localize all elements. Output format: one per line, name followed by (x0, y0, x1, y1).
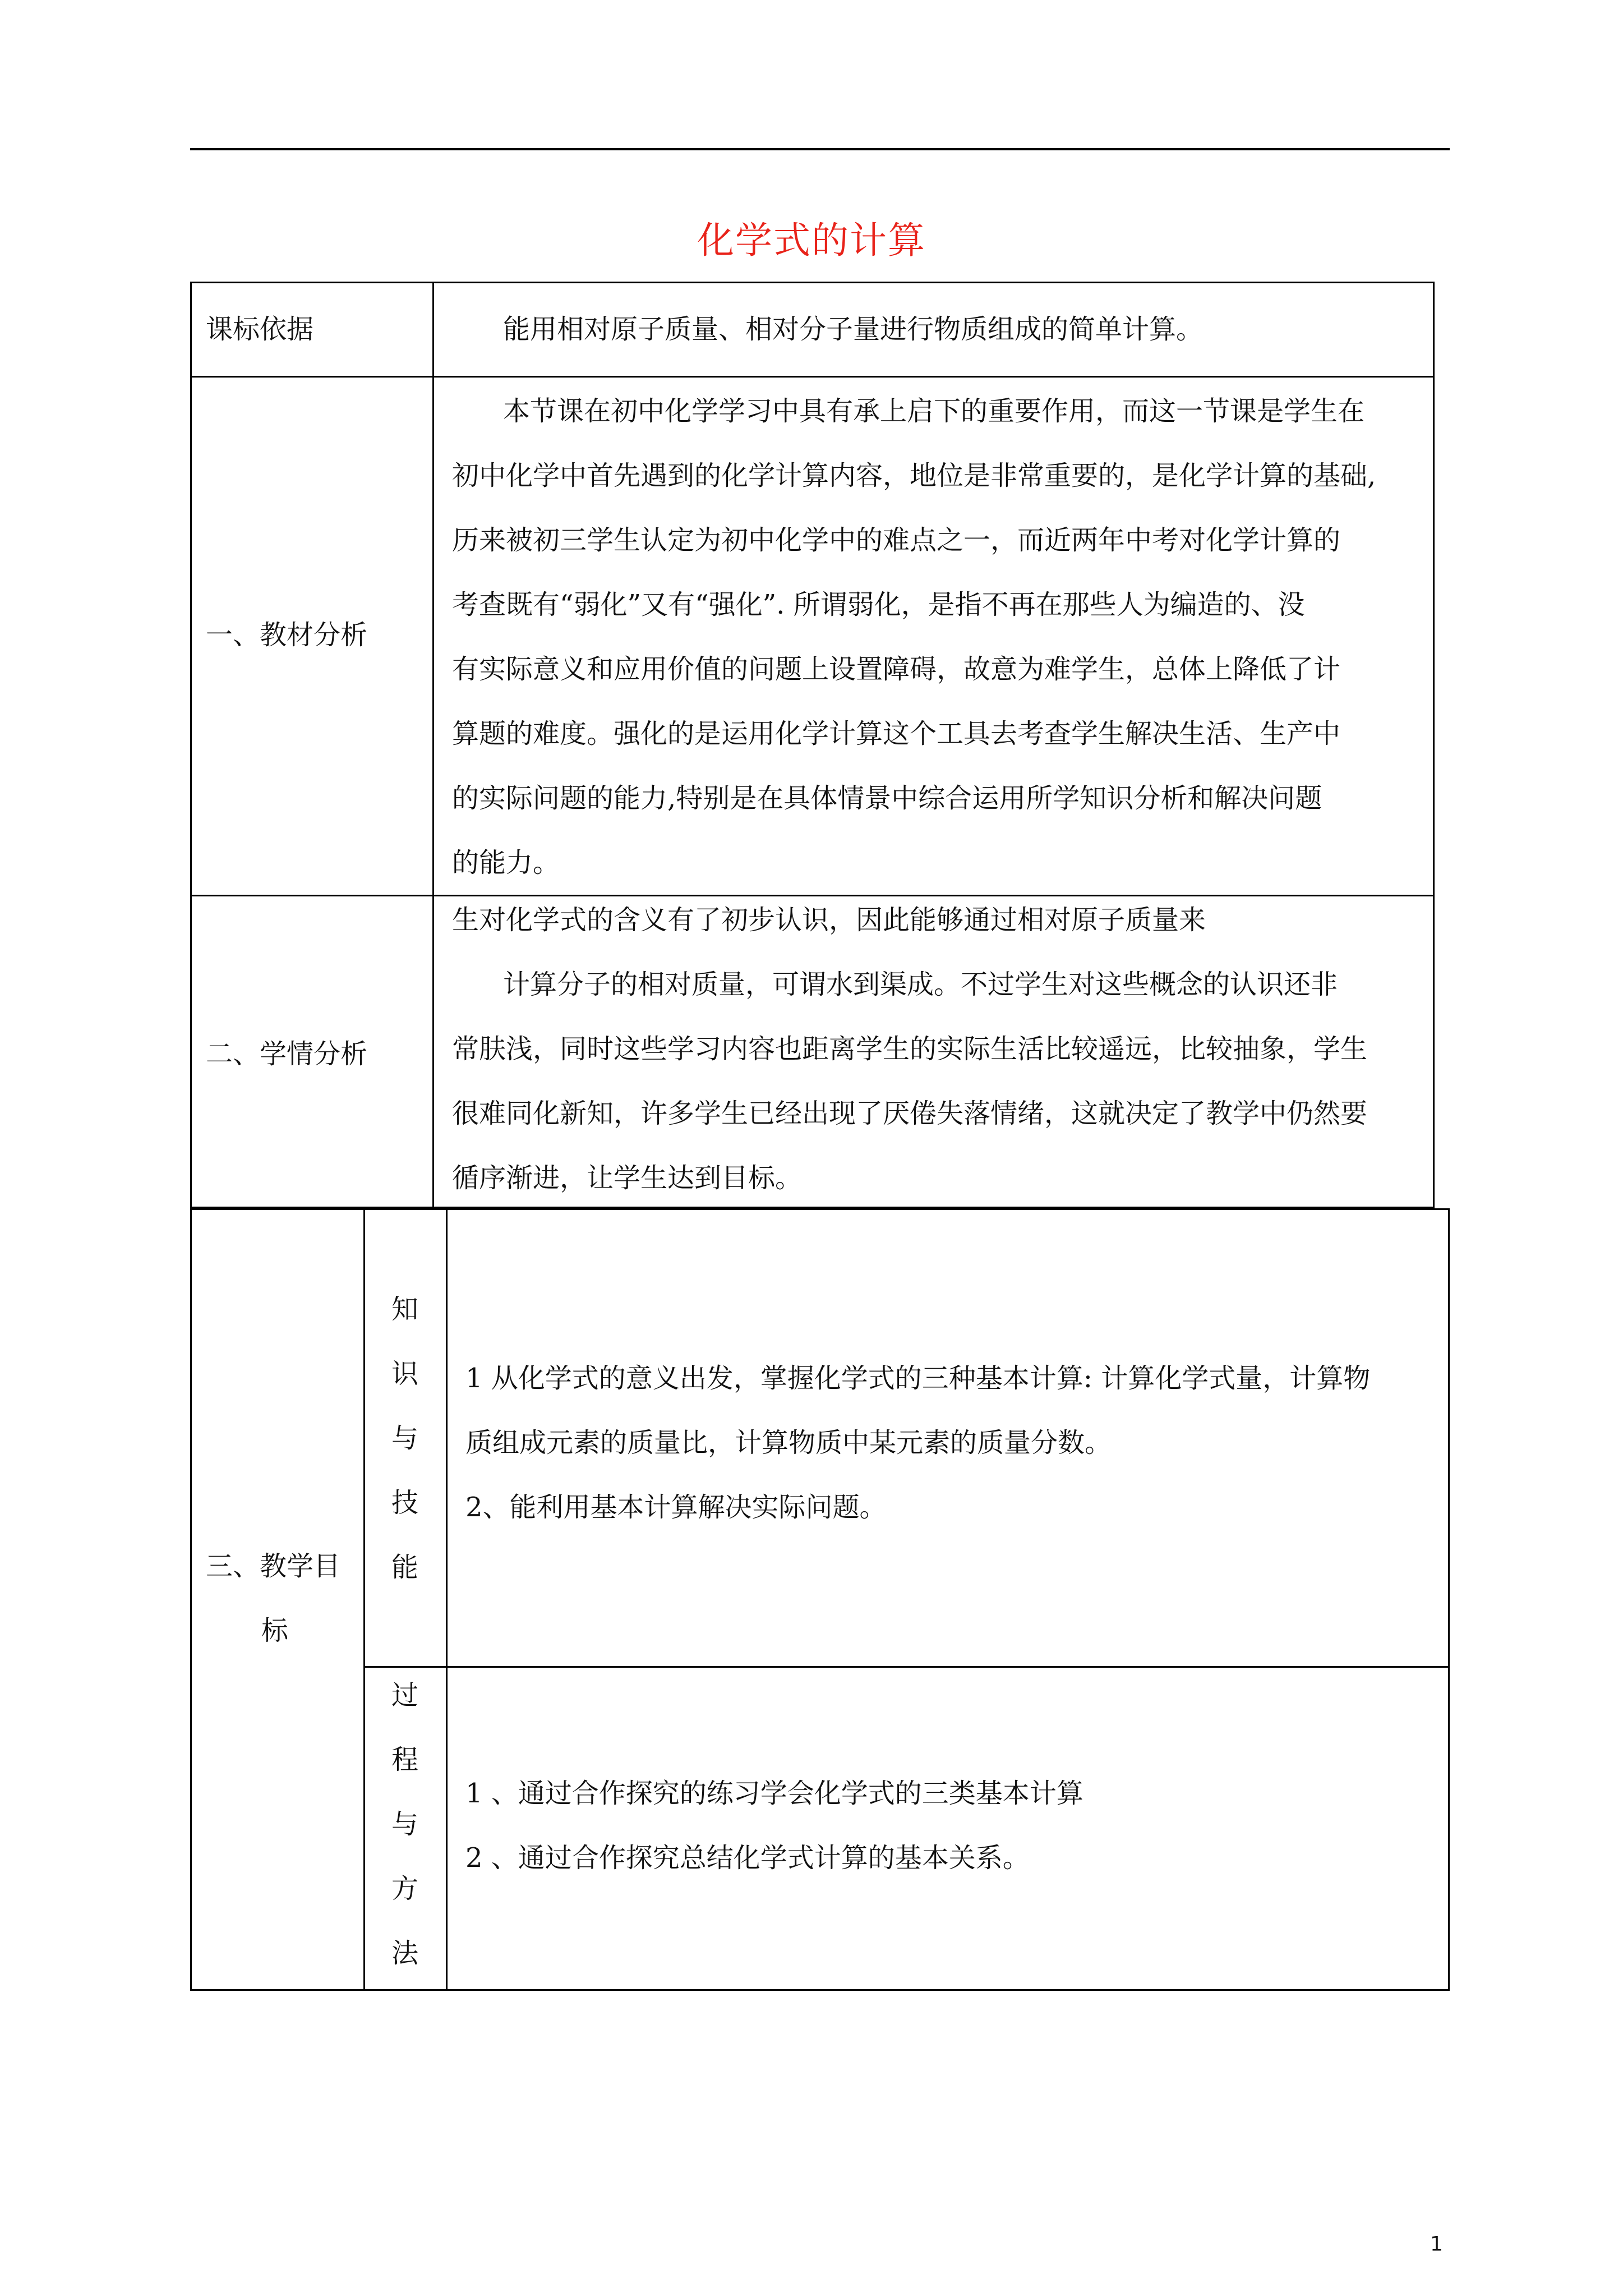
label-char: 方 (391, 1873, 419, 1904)
label-char: 识 (391, 1358, 419, 1389)
knowledge-skills-label (391, 1277, 418, 1600)
row-content-student-analysis (452, 888, 1367, 1211)
header-rule (190, 148, 1450, 150)
row-label-textbook-analysis: 一、教材分析 (206, 619, 368, 651)
paragraph-line: 常肤浅，同时这些学习内容也距离学生的实际生活比较遥远，比较抽象，学生 (452, 1033, 1368, 1065)
paragraph-line: 本节课在初中化学学习中具有承上启下的重要作用，而这一节课是学生在 (503, 395, 1365, 427)
row-label-curriculum-basis: 课标依据 (206, 314, 314, 345)
label-char: 知 (391, 1294, 419, 1325)
paragraph-line: 很难同化新知，许多学生已经出现了厌倦失落情绪，这就决定了教学中仍然要 (452, 1098, 1368, 1129)
analysis-table-row-divider-1 (190, 376, 1435, 378)
paragraph-line: 1 从化学式的意义出发，掌握化学式的三种基本计算: 计算化学式量，计算物 (465, 1363, 1371, 1394)
process-methods-content (465, 1761, 1083, 1890)
row-label-student-analysis: 二、学情分析 (206, 1038, 368, 1070)
paragraph-line: 的实际问题的能力,特别是在具体情景中综合运用所学知识分析和解决问题 (452, 783, 1322, 814)
label-char: 过 (391, 1680, 419, 1711)
page-number: 1 (1430, 2233, 1443, 2256)
analysis-table-column-divider (432, 282, 434, 1208)
paragraph-line: 循序渐进，让学生达到目标。 (452, 1162, 803, 1194)
paragraph-line: 算题的难度。强化的是运用化学计算这个工具去考查学生解决生活、生产中 (452, 718, 1341, 749)
knowledge-skills-content (465, 1346, 1370, 1540)
goals-label-line-2: 标 (261, 1615, 289, 1646)
label-char: 法 (391, 1938, 419, 1969)
document-title: 化学式的计算 (697, 219, 926, 262)
paragraph-line: 计算分子的相对质量，可谓水到渠成。不过学生对这些概念的认识还非 (503, 969, 1338, 1000)
goals-label-line-1: 三、教学目 (206, 1550, 341, 1582)
paragraph-line: 2 、通过合作探究总结化学式计算的基本关系。 (465, 1842, 1030, 1874)
paragraph-line: 2、能利用基本计算解决实际问题。 (465, 1492, 887, 1523)
paragraph-line: 质组成元素的质量比，计算物质中某元素的质量分数。 (465, 1427, 1112, 1458)
goals-table-divider-1 (363, 1208, 365, 1991)
label-char: 与 (391, 1423, 419, 1454)
process-methods-label (391, 1663, 418, 1986)
goals-table-row-divider (363, 1666, 1450, 1668)
row-content-curriculum-basis: 能用相对原子质量、相对分子量进行物质组成的简单计算。 (503, 314, 1204, 345)
paragraph-line: 考查既有“弱化”又有“强化”. 所谓弱化，是指不再在那些人为编造的、没 (452, 589, 1305, 620)
paragraph-line: 生对化学式的含义有了初步认识，因此能够通过相对原子质量来 (452, 904, 1206, 936)
paragraph-line: 初中化学中首先遇到的化学计算内容，地位是非常重要的，是化学计算的基础, (452, 460, 1376, 491)
label-char: 技 (391, 1487, 419, 1519)
row-content-textbook-analysis (452, 379, 1376, 895)
label-char: 与 (391, 1809, 419, 1840)
goals-table-divider-2 (446, 1208, 448, 1991)
label-char: 能 (391, 1552, 419, 1583)
label-char: 程 (391, 1744, 419, 1775)
paragraph-line: 的能力。 (452, 847, 560, 878)
paragraph-line: 1 、通过合作探究的练习学会化学式的三类基本计算 (465, 1778, 1083, 1809)
paragraph-line: 历来被初三学生认定为初中化学中的难点之一，而近两年中考对化学计算的 (452, 524, 1341, 556)
paragraph-line: 有实际意义和应用价值的问题上设置障碍，故意为难学生，总体上降低了计 (452, 654, 1341, 685)
